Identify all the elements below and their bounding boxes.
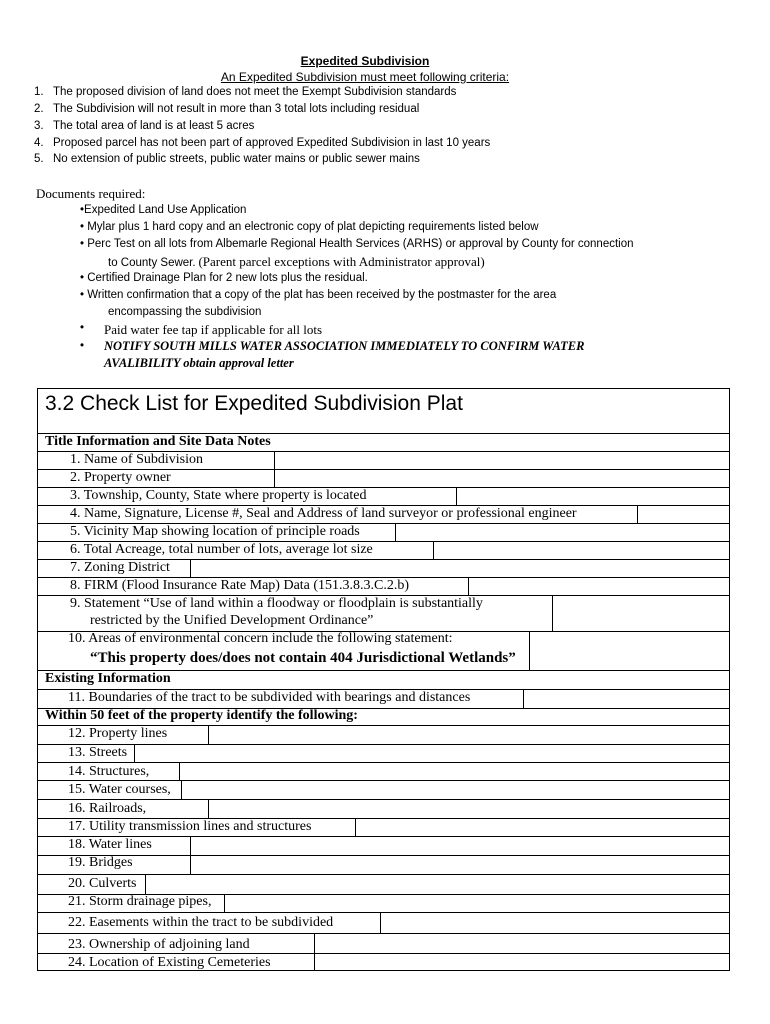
criteria-item: 3. The total area of land is at least 5 acres — [34, 120, 255, 132]
section-existing: Existing Information — [45, 671, 171, 686]
document-item: • Mylar plus 1 hard copy and an electronic copy of plat depicting requirements listed below — [80, 221, 539, 233]
checklist-row-cont: restricted by the Unified Development Ordinance” — [90, 613, 374, 628]
cell-divider — [523, 689, 524, 708]
checklist-row: 11. Boundaries of the tract to be subdivided with bearings and distances — [68, 690, 471, 705]
cell-divider — [468, 577, 469, 595]
criteria-item: 4. Proposed parcel has not been part of approved Expedited Subdivision in last 10 years — [34, 137, 491, 149]
cell-divider — [190, 836, 191, 855]
checklist-row: 7. Zoning District — [70, 560, 170, 575]
documents-heading: Documents required: — [36, 186, 146, 201]
cell-divider — [145, 874, 146, 894]
checklist-row: 23. Ownership of adjoining land — [68, 937, 250, 952]
checklist-row: 10. Areas of environmental concern include the following statement: — [68, 631, 453, 646]
criteria-item: 2. The Subdivision will not result in more than 3 total lots including residual — [34, 103, 420, 115]
cell-divider — [552, 595, 553, 631]
criteria-item: 5. No extension of public streets, public water mains or public sewer mains — [34, 153, 420, 165]
table-rule — [37, 799, 730, 800]
cell-divider — [314, 933, 315, 971]
cell-divider — [637, 505, 638, 523]
notify-notice: AVALIBILITY obtain approval letter — [104, 356, 294, 370]
cell-divider — [274, 451, 275, 487]
table-rule — [37, 762, 730, 763]
cell-divider — [190, 559, 191, 577]
checklist-row: 6. Total Acreage, total number of lots, average lot size — [70, 542, 373, 557]
checklist-row: 2. Property owner — [70, 470, 171, 485]
document-item: • Perc Test on all lots from Albemarle Regional Health Services (ARHS) or approval by County for connection — [80, 238, 634, 250]
section-title-info: Title Information and Site Data Notes — [45, 434, 271, 449]
checklist-row: 5. Vicinity Map showing location of principle roads — [70, 524, 360, 539]
checklist-row: 15. Water courses, — [68, 782, 171, 797]
checklist-row: 16. Railroads, — [68, 801, 147, 816]
wetlands-statement: “This property does/does not contain 404 Jurisdictional Wetlands” — [90, 650, 516, 666]
cell-divider — [380, 912, 381, 933]
cell-divider — [179, 762, 180, 780]
cell-divider — [208, 799, 209, 818]
document-item: •Expedited Land Use Application — [80, 204, 247, 216]
checklist-row: 12. Property lines — [68, 726, 168, 741]
checklist-title: 3.2 Check List for Expedited Subdivision Plat — [45, 392, 463, 415]
table-rule — [37, 874, 730, 875]
document-item: Paid water fee tap if applicable for all lots — [104, 322, 323, 337]
bullet: • — [80, 340, 85, 352]
document-title: Expedited Subdivision — [300, 54, 430, 68]
document-item: • Certified Drainage Plan for 2 new lots plus the residual. — [80, 272, 368, 284]
checklist-row: 4. Name, Signature, License #, Seal and Address of land surveyor or professional engineer — [70, 506, 577, 521]
checklist-row: 3. Township, County, State where property is located — [70, 488, 367, 503]
document-item: to County Sewer. (Parent parcel exceptions with Administrator approval) — [108, 254, 485, 269]
checklist-row: 1. Name of Subdivision — [70, 452, 203, 467]
section-within: Within 50 feet of the property identify the following: — [45, 708, 358, 723]
cell-divider — [395, 523, 396, 541]
checklist-row: 24. Location of Existing Cemeteries — [68, 955, 271, 970]
cell-divider — [208, 725, 209, 744]
checklist-row: 14. Structures, — [68, 764, 150, 779]
checklist-row: 8. FIRM (Flood Insurance Rate Map) Data (151.3.8.3.C.2.b) — [70, 578, 410, 593]
cell-divider — [433, 541, 434, 559]
notify-notice: NOTIFY SOUTH MILLS WATER ASSOCIATION IMMEDIATELY TO CONFIRM WATER — [104, 339, 585, 353]
cell-divider — [355, 818, 356, 836]
table-rule — [37, 780, 730, 781]
cell-divider — [134, 744, 135, 762]
document-item: encompassing the subdivision — [108, 306, 262, 318]
table-rule — [37, 953, 730, 954]
checklist-row: 21. Storm drainage pipes, — [68, 894, 212, 909]
cell-divider — [529, 631, 530, 670]
checklist-row: 13. Streets — [68, 745, 128, 760]
checklist-row: 19. Bridges — [68, 855, 133, 870]
bullet: • — [80, 322, 85, 334]
cell-divider — [190, 855, 191, 874]
criteria-item: 1. The proposed division of land does not meet the Exempt Subdivision standards — [34, 86, 457, 98]
document-subtitle: An Expedited Subdivision must meet following criteria: — [220, 70, 510, 84]
table-rule — [37, 912, 730, 913]
checklist-row: 22. Easements within the tract to be subdivided — [68, 915, 334, 930]
document-item: • Written confirmation that a copy of the plat has been received by the postmaster for the area — [80, 289, 557, 301]
table-rule — [37, 744, 730, 745]
table-rule — [37, 933, 730, 934]
checklist-row: 18. Water lines — [68, 837, 152, 852]
checklist-row: 17. Utility transmission lines and structures — [68, 819, 312, 834]
cell-divider — [224, 894, 225, 912]
cell-divider — [456, 487, 457, 505]
table-rule — [37, 855, 730, 856]
cell-divider — [181, 780, 182, 799]
checklist-row: 9. Statement “Use of land within a floodway or floodplain is substantially — [70, 596, 483, 611]
checklist-row: 20. Culverts — [68, 876, 137, 891]
